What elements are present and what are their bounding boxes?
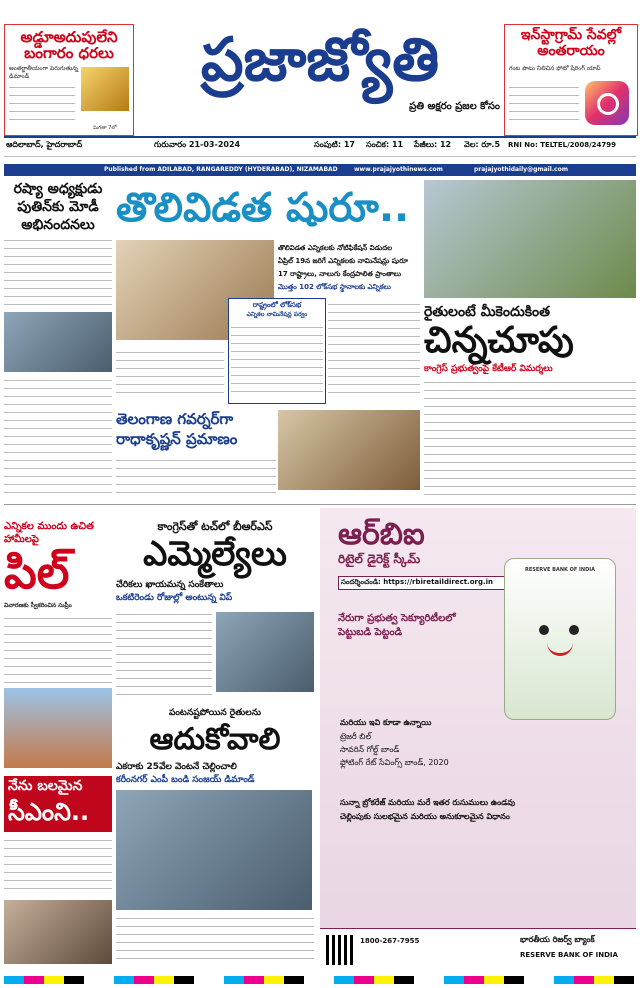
ad-list-item-2: సావరిన్ గోల్డ్ బాండ్: [340, 745, 400, 754]
ad-list-item-1: ట్రెజరీ బిల్: [340, 732, 372, 741]
mla-kicker: కాంగ్రెస్‌తో టచ్‌లో బీఆర్‌ఎస్: [157, 520, 273, 533]
cm-photo: [4, 900, 112, 964]
color-registration-strip: [4, 976, 636, 984]
website-link[interactable]: www.prajajyothinews.com: [354, 166, 443, 173]
farmers2-subhead-1: ఎకరాకు 25వేల వెంటనే చెల్లించాలి: [116, 762, 237, 772]
election-subhead-4: మొత్తం 102 లోక్‌సభ స్థానాలకు ఎన్నికలు: [278, 283, 391, 291]
governor-headline-2: రాధాకృష్ణన్ ప్రమాణం: [116, 430, 238, 448]
left-teaser-text: [9, 83, 75, 127]
farmers-kicker: రైతులంటే మీకెందుకింత: [424, 304, 550, 320]
cm-box: [4, 776, 112, 832]
farmers-subhead: కాంగ్రెస్ ప్రభుత్వంపై కేటీఆర్ విమర్శలు: [424, 364, 553, 374]
putin-modi-photo: [4, 312, 112, 372]
price: వెల: రూ.5: [464, 140, 501, 149]
cm-headline: సీఎంని..: [8, 798, 90, 826]
nomination-box-head1: రాష్ట్రంలో లోక్‌సభ: [252, 301, 302, 309]
ad-brand: ఆర్‌బిఐ: [338, 517, 425, 552]
supreme-court-photo: [4, 688, 112, 768]
ad-footer: [320, 928, 636, 971]
instagram-icon: [585, 81, 629, 125]
pil-headline: పిల్: [4, 545, 70, 599]
election-headline: తొలివిడత షురూ..: [116, 185, 410, 231]
governor-oath-photo: [278, 410, 420, 490]
divider: [4, 504, 636, 505]
ad-list-head: మరియు ఇవి కూడా ఉన్నాయి: [340, 718, 432, 727]
mla-photo: [216, 612, 314, 692]
page-count: పేజీలు: 12: [414, 140, 452, 149]
gold-bars-image: [81, 67, 129, 111]
banknote-label: RESERVE BANK OF INDIA: [525, 567, 595, 573]
farmers2-text: [116, 914, 314, 964]
rni-number: RNI No: TELTEL/2008/24799: [508, 141, 617, 149]
farmers-headline: చిన్నచూపు: [424, 320, 574, 361]
publication-bar: [4, 164, 636, 176]
email-link[interactable]: prajajyothidaily@gmail.com: [474, 166, 568, 173]
nomination-box: [228, 298, 326, 404]
newspaper-title: ప్రజాజ్యోతి: [200, 25, 440, 95]
governor-headline-1: తెలంగాణ గవర్నర్‌గా: [116, 410, 234, 428]
ad-tagline-1: నేరుగా ప్రభుత్వ సెక్యూరిటీలలో: [338, 613, 456, 624]
left-teaser-box: [4, 24, 134, 136]
nomination-box-head2: ఎన్నికల నామినేషన్ల పర్వం: [246, 311, 308, 318]
rbi-advertisement[interactable]: [320, 508, 636, 970]
election-text-left: [116, 348, 224, 400]
cm-kicker: నేను బలమైన: [8, 778, 83, 794]
nomination-box-text: [231, 323, 323, 399]
info-bar: [4, 136, 636, 153]
cm-text: [4, 836, 112, 896]
volume-number: సంపుటి: 17: [314, 140, 355, 149]
left-teaser-headline: అడ్డూఅదుపులేని బంగారం ధరలు: [20, 28, 118, 62]
mla-subhead-1: చేరికలు ఖాయమన్న సంకేతాలు: [116, 580, 224, 590]
ad-list-item-3: ఫ్లోటింగ్ రేట్ సేవింగ్స్ బాండ్, 2020: [340, 758, 449, 767]
governor-text: [116, 456, 276, 500]
rbi-name-english: RESERVE BANK OF INDIA: [520, 951, 618, 959]
pil-subhead: విచారణకు స్వీకరించిన సుప్రీం: [4, 602, 72, 609]
issue-number: సంచిక: 11: [366, 140, 404, 149]
right-teaser-subhead: గంట పాటు నిలిచిన ఫోటో షేరింగ్ యాప్: [509, 65, 601, 72]
pil-kicker: ఎన్నికల ముందు ఉచిత హామీలపై: [4, 521, 94, 545]
edition-location: ఆదిలాబాద్, హైదరాబాద్: [6, 140, 83, 149]
mascot-face: [533, 619, 587, 659]
election-subhead-3: 17 రాష్ట్రాలు, నాలుగు కేంద్రపాలిత ప్రాంతాలు: [278, 270, 401, 278]
right-teaser-kicker: ఇన్‌స్టాగ్రామ్ సేవల్లో అంతరాయం: [520, 27, 622, 59]
rbi-name-telugu: భారతీయ రిజర్వ్ బ్యాంక్: [520, 935, 595, 944]
right-teaser-box: [504, 24, 638, 136]
farmers2-kicker: పంటనష్టపోయిన రైతులను: [168, 708, 262, 718]
ad-visit-link[interactable]: సందర్శించండి: https://rbiretaildirect.org.in: [338, 576, 514, 590]
continued-mark: మిగతా 7లో: [93, 125, 117, 131]
election-text-mid: [328, 300, 420, 400]
farmers-text: [424, 378, 636, 500]
putin-text-body: [4, 376, 112, 500]
election-subhead-1: తొలివిడత ఎన్నికలకు నోటిఫికేషన్ విడుదల: [278, 244, 393, 252]
ad-bullet-2: చెల్లింపుకు సులభమైన మరియు అనుకూలమైన విధానం: [340, 812, 510, 821]
farmers2-headline: ఆదుకోవాలి: [149, 722, 281, 757]
left-teaser-subhead: అంతర్జాతీయంగా పెరుగుతున్న డిమాండ్: [9, 65, 79, 80]
farmers-field-photo: [424, 180, 636, 298]
mla-subhead-2: ఒకటిరెండు రోజుల్లో అంటున్న విప్: [116, 593, 233, 603]
putin-text-top: [4, 236, 112, 308]
putin-headline: రష్యా అధ్యక్షుడు పుతిన్‌కు మోడీ అభినందనలు: [13, 181, 103, 233]
farmers2-subhead-2: కరీంనగర్ ఎంపీ బండి సంజయ్ డిమాండ్: [116, 775, 255, 785]
published-from: Published from ADILABAD, RANGAREDDY (HYDERABAD), NIZAMABAD: [104, 166, 338, 173]
issue-date: గురువారం 21-03-2024: [154, 140, 241, 149]
qr-code-icon: [326, 935, 356, 965]
election-subheads: [278, 242, 420, 294]
pil-text: [4, 614, 112, 684]
mla-text: [116, 610, 212, 702]
election-subhead-2: ఏప్రిల్ 19న జరిగే ఎన్నికలకు నామినేషన్లు షురూ: [278, 257, 409, 265]
ad-tagline-2: పెట్టుబడి పెట్టండి: [338, 627, 402, 638]
ad-bullet-1: సున్నా బ్రోకరేజ్ మరియు మరే ఇతర రుసుములు ఉండవు: [340, 798, 516, 807]
newspaper-tagline: ప్రతి అక్షరం ప్రజల కోసం: [409, 101, 500, 112]
ad-phone: 1800-267-7955: [360, 937, 420, 945]
ticker-strip: [4, 152, 636, 162]
banknote-mascot: [504, 558, 616, 720]
right-teaser-text: [509, 83, 579, 127]
ad-scheme: రిటైల్ డైరెక్ట్ స్కీమ్: [338, 552, 421, 566]
press-conference-photo: [116, 790, 312, 910]
mla-headline: ఎమ్మెల్యేలు: [143, 534, 287, 574]
